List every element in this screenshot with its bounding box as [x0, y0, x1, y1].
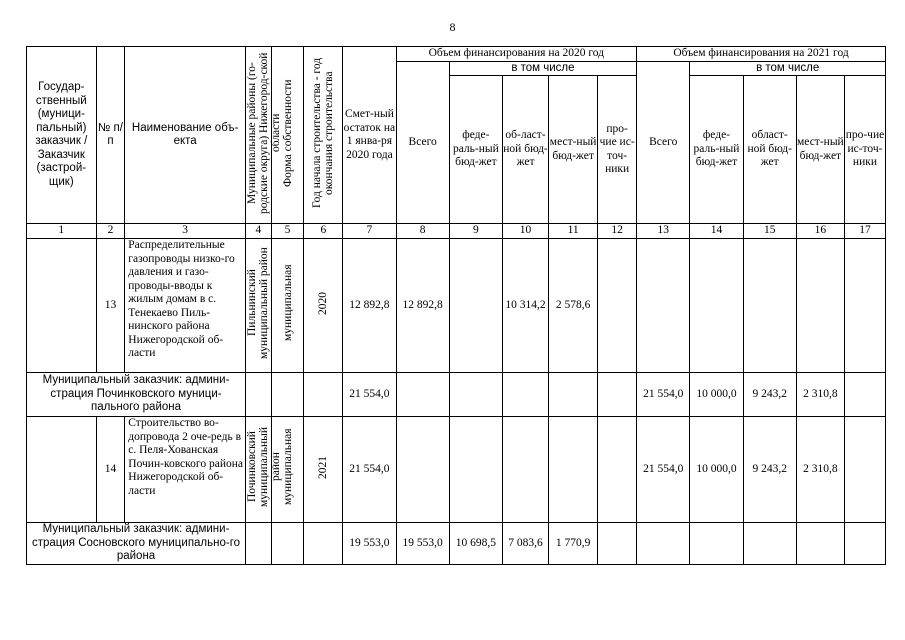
table-row	[27, 373, 886, 417]
federal-2021-cell: 10 000,0	[690, 417, 743, 523]
col-number: 8	[396, 224, 449, 239]
total-2020-cell: 19 553,0	[396, 523, 449, 565]
page-number: 8	[449, 20, 456, 34]
header-other-2020: про-чие ис-точ-ники	[598, 76, 637, 224]
header-years: Год начала строительства - год окончания строительства	[311, 57, 336, 208]
regional-2021-cell: 9 243,2	[743, 373, 796, 417]
federal-2021-cell: 10 000,0	[690, 373, 743, 417]
col-number: 7	[343, 224, 396, 239]
customer-label: Муниципальный заказчик: админи-страция Сосновского муниципально-го района	[27, 523, 246, 565]
header-total-2020: Всего	[396, 61, 449, 224]
balance-cell: 12 892,8	[343, 239, 396, 373]
col-number: 14	[690, 224, 743, 239]
regional-2021-cell: 9 243,2	[743, 417, 796, 523]
row-number: 14	[96, 417, 125, 523]
header-federal-2020: феде-раль-ный бюд-жет	[449, 76, 502, 224]
balance-cell: 21 554,0	[343, 417, 396, 523]
regional-2020-cell: 10 314,2	[503, 239, 549, 373]
col-number: 13	[637, 224, 690, 239]
balance-cell: 21 554,0	[343, 373, 396, 417]
col-number: 9	[449, 224, 502, 239]
row-number: 13	[96, 239, 125, 373]
col-number: 10	[503, 224, 549, 239]
total-2021-cell: 21 554,0	[637, 373, 690, 417]
col-number: 3	[125, 224, 246, 239]
financing-table	[26, 46, 886, 565]
ownership-cell: муниципальная	[281, 428, 294, 506]
total-2020-cell: 12 892,8	[396, 239, 449, 373]
table-row	[27, 239, 886, 373]
object-name: Строительство во-допровода 2 оче-редь в с. Пеля-Хованская Почин-ковского района Нижегородской об-ласти	[125, 417, 246, 523]
col-number: 17	[844, 224, 885, 239]
col-number: 15	[743, 224, 796, 239]
local-2020-cell: 2 578,6	[549, 239, 598, 373]
ownership-cell: муниципальная	[281, 264, 294, 342]
district-cell: Пильнинский муниципальный район	[246, 247, 271, 360]
header-balance: Смет-ный остаток на 1 янва-ря 2020 года	[343, 47, 396, 224]
header-district: Муниципальные районы (го-родские округа) Нижегород-ской области	[246, 52, 283, 214]
col-number: 4	[246, 224, 272, 239]
year-cell: 2021	[317, 455, 330, 479]
col-number: 2	[96, 224, 125, 239]
col-number: 16	[796, 224, 844, 239]
header-incl-2021: в том числе	[690, 61, 886, 76]
local-2021-cell: 2 310,8	[796, 417, 844, 523]
header-fin-2021: Объем финансирования на 2021 год	[637, 47, 886, 62]
header-name: Наименование объ-екта	[125, 47, 246, 224]
header-total-2021: Всего	[637, 61, 690, 224]
regional-2020-cell: 7 083,6	[503, 523, 549, 565]
col-number: 5	[271, 224, 304, 239]
year-cell: 2020	[317, 291, 330, 315]
table-row	[27, 417, 886, 523]
balance-cell: 19 553,0	[343, 523, 396, 565]
col-number: 11	[549, 224, 598, 239]
local-2020-cell: 1 770,9	[549, 523, 598, 565]
federal-2020-cell: 10 698,5	[449, 523, 502, 565]
district-cell: Починковский муниципальный район	[246, 427, 283, 508]
col-number: 6	[304, 224, 343, 239]
header-regional-2021: област-ной бюд-жет	[743, 76, 796, 224]
header-ownership: Форма собственности	[281, 78, 294, 187]
total-2021-cell: 21 554,0	[637, 417, 690, 523]
col-number: 1	[27, 224, 97, 239]
header-incl-2020: в том числе	[449, 61, 636, 76]
header-other-2021: про-чие ис-точ-ники	[844, 76, 885, 224]
header-customer: Государ-ственный (муници-пальный) заказчик / Заказчик (застрой-щик)	[27, 47, 97, 224]
table-row	[27, 523, 886, 565]
header-num: № п/п	[96, 47, 125, 224]
col-number: 12	[598, 224, 637, 239]
header-fin-2020: Объем финансирования на 2020 год	[396, 47, 637, 62]
local-2021-cell: 2 310,8	[796, 373, 844, 417]
header-federal-2021: феде-раль-ный бюд-жет	[690, 76, 743, 224]
object-name: Распределительные газопроводы низко-го давления и газо-проводы-вводы к жилым домам в с. Тенекаево Пиль-нинского района Нижегородской об-ласти	[125, 239, 246, 373]
header-local-2021: мест-ный бюд-жет	[796, 76, 844, 224]
header-regional-2020: об-ласт-ной бюд-жет	[503, 76, 549, 224]
header-local-2020: мест-ный бюд-жет	[549, 76, 598, 224]
customer-label: Муниципальный заказчик: админи-страция Починковского муници-пального района	[27, 373, 246, 417]
